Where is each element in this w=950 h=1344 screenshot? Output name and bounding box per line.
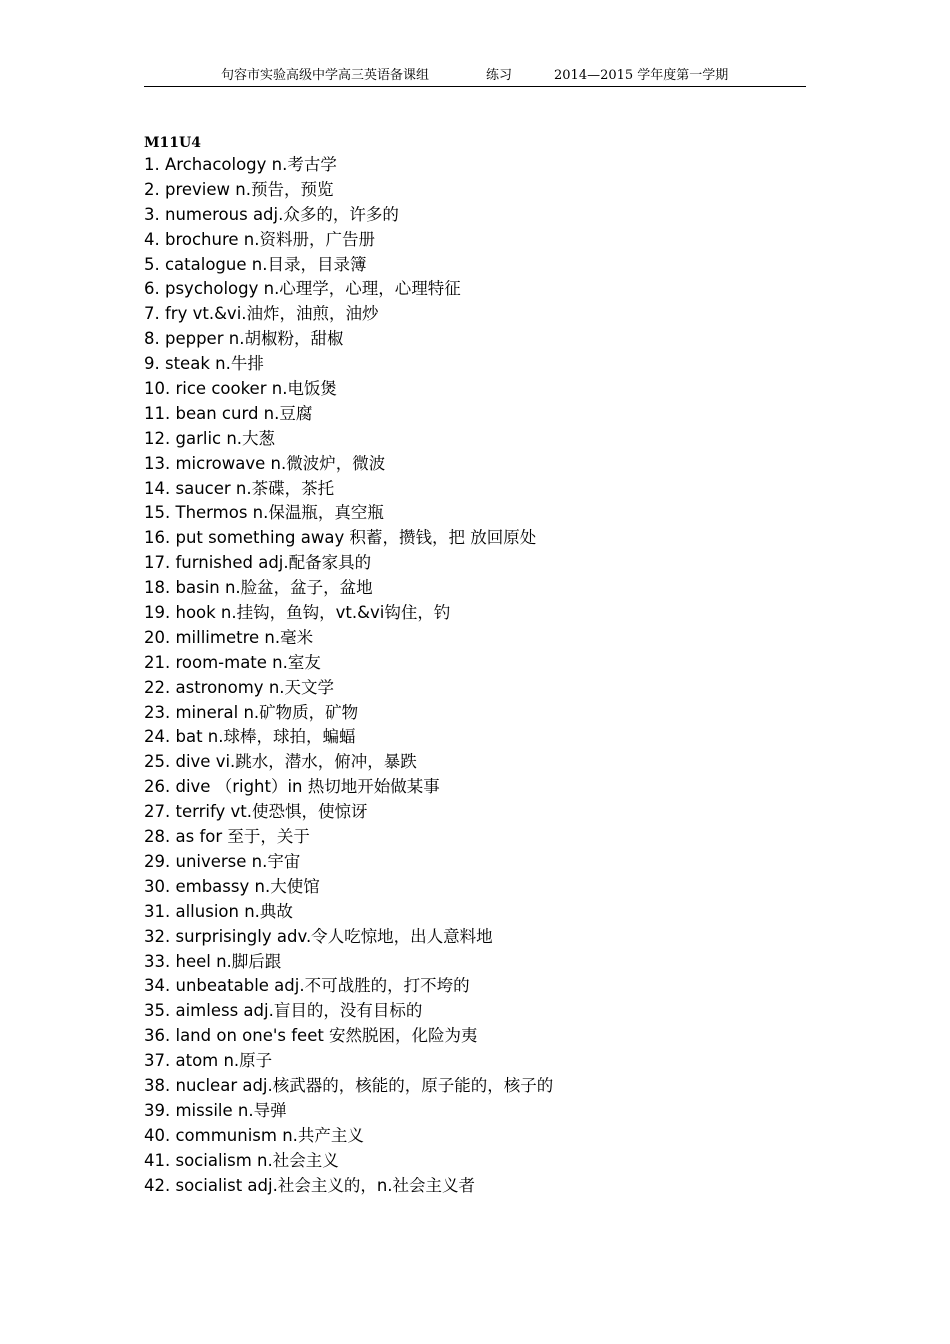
vocab-item: 37. atom n.原子 — [144, 1051, 273, 1071]
vocab-item: 22. astronomy n.天文学 — [144, 677, 335, 697]
vocab-item: 23. mineral n.矿物质，矿物 — [144, 702, 359, 722]
header-school: 句容市实验高级中学高三英语备课组 — [221, 68, 430, 83]
vocab-item: 3. numerous adj.众多的，许多的 — [144, 204, 399, 224]
header-doc-type: 练习 — [486, 68, 513, 83]
vocab-item: 7. fry vt.&vi.油炸，油煎，油炒 — [144, 304, 379, 324]
vocab-item: 6. psychology n.心理学，心理，心理特征 — [144, 279, 461, 299]
header-term: 2014—2015 学年度第一学期 — [554, 68, 729, 83]
vocab-item: 15. Thermos n.保温瓶，真空瓶 — [144, 503, 384, 523]
vocab-item: 29. universe n.宇宙 — [144, 851, 301, 871]
vocab-item: 18. basin n.脸盆，盆子，盆地 — [144, 578, 373, 598]
vocab-item: 1. Archacology n.考古学 — [144, 155, 337, 174]
vocab-item: 21. room-mate n.室友 — [144, 652, 321, 672]
vocab-item: 26. dive （right）in 热切地开始做某事 — [144, 777, 440, 797]
vocab-item: 19. hook n.挂钩，鱼钩，vt.&vi钩住，钓 — [144, 603, 451, 623]
vocab-item: 11. bean curd n.豆腐 — [144, 403, 313, 423]
vocab-item: 25. dive vi.跳水，潜水，俯冲，暴跌 — [144, 752, 417, 772]
vocab-item: 24. bat n.球棒，球拍，蝙蝠 — [144, 727, 356, 747]
vocab-item: 34. unbeatable adj.不可战胜的，打不垮的 — [144, 976, 470, 996]
vocab-item: 13. microwave n.微波炉，微波 — [144, 453, 386, 473]
vocab-item: 5. catalogue n.目录，目录簿 — [144, 254, 367, 274]
vocab-item: 16. put something away 积蓄，攒钱，把 放回原处 — [144, 528, 537, 548]
vocab-item: 31. allusion n.典故 — [144, 901, 293, 921]
vocab-item: 17. furnished adj.配备家具的 — [144, 553, 372, 573]
vocab-item: 30. embassy n.大使馆 — [144, 876, 320, 896]
vocab-item: 40. communism n.共产主义 — [144, 1125, 364, 1145]
vocab-item: 4. brochure n.资料册，广告册 — [144, 229, 375, 249]
vocabulary-list — [144, 153, 553, 1198]
vocab-item: 41. socialism n.社会主义 — [144, 1150, 339, 1170]
vocab-item: 20. millimetre n.毫米 — [144, 627, 314, 647]
vocab-item: 32. surprisingly adv.令人吃惊地，出人意料地 — [144, 926, 493, 946]
vocab-item: 10. rice cooker n.电饭煲 — [144, 379, 337, 399]
vocab-item: 39. missile n.导弹 — [144, 1100, 287, 1120]
vocab-item: 35. aimless adj.盲目的，没有目标的 — [144, 1001, 423, 1021]
vocab-item: 36. land on one's feet 安然脱困，化险为夷 — [144, 1026, 478, 1046]
vocab-item: 28. as for 至于，关于 — [144, 827, 310, 847]
page-header — [144, 66, 806, 87]
vocab-item: 14. saucer n.茶碟，茶托 — [144, 478, 335, 498]
vocab-item: 38. nuclear adj.核武器的，核能的，原子能的，核子的 — [144, 1075, 554, 1095]
vocab-item: 42. socialist adj.社会主义的，n.社会主义者 — [144, 1175, 476, 1195]
vocab-item: 12. garlic n.大葱 — [144, 428, 276, 448]
vocab-item: 27. terrify vt.使恐惧，使惊讶 — [144, 802, 368, 822]
vocab-item: 9. steak n.牛排 — [144, 354, 264, 374]
unit-title: M11U4 — [144, 135, 201, 151]
vocab-item: 2. preview n.预告，预览 — [144, 179, 334, 199]
vocab-item: 33. heel n.脚后跟 — [144, 951, 282, 971]
vocab-item: 8. pepper n.胡椒粉，甜椒 — [144, 329, 344, 349]
